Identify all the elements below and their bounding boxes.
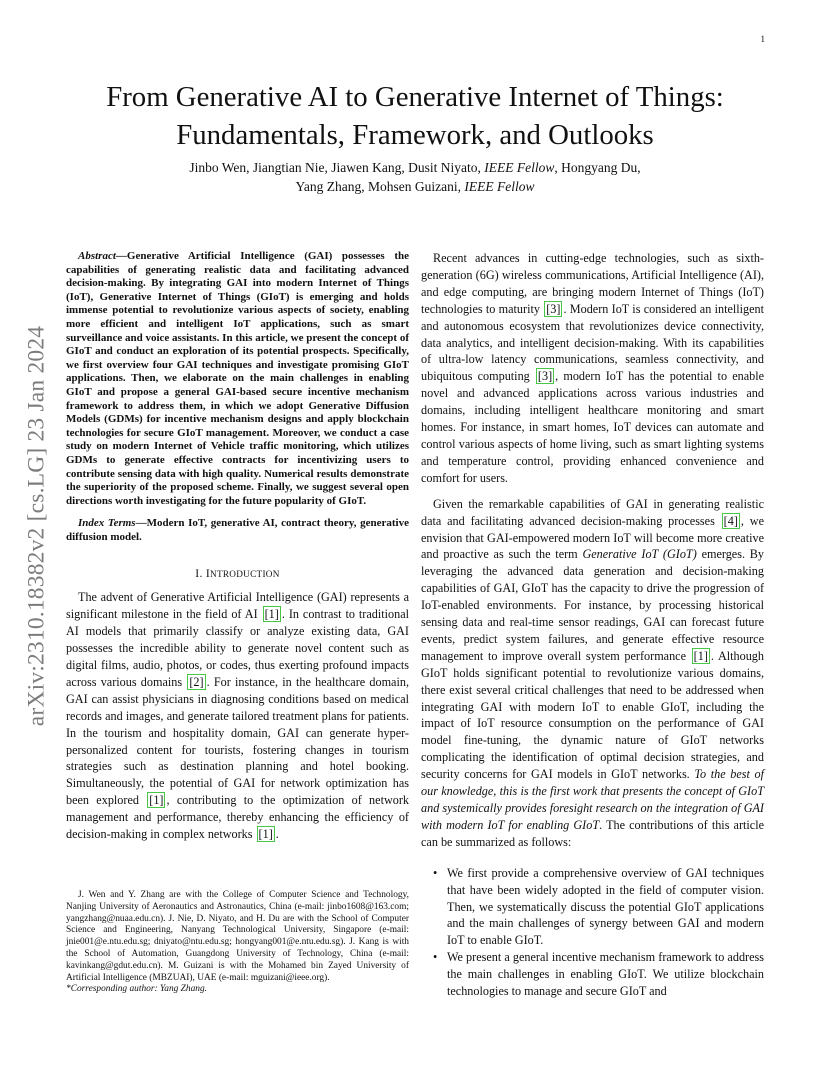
section-number: I. [195, 567, 206, 581]
abstract-text: —Generative Artificial Intelligence (GAI) possesses the capabilities of generating realistic data and facilitating advanced decision-making. By integrating GAI into modern Internet of Things (IoT), Generative Internet of Things (GIoT) is emerging and holds immense potential to revolutionize various aspects of society, enabling more efficient and intelligent IoT applications, such as smart surveillance and voice assistants. In this article, we present the concept of GIoT and conduct an exploration of its potential prospects. Specifically, we first overview four GAI techniques and investigate promising GIoT applications. Then, we elaborate on the main challenges in enabling GIoT and propose a general GAI-based secure incentive mechanism framework to address them, in which we adopt Generative Diffusion Models (GDMs) for incentive mechanism designs and apply blockchain technologies for secure GIoT management. Moreover, we conduct a case study on modern Internet of Vehicle traffic monitoring, which utilizes GDMs to generate effective contracts for incentivizing users to contribute sensing data with high quality. Numerical results demonstrate the superiority of the proposed scheme. Finally, we suggest several open directions worth investigating for the future popularity of GIoT. [66, 250, 409, 507]
text: . Although GIoT holds significant potential to revolutionize various domains, there exist several critical challenges that need to be addressed when integrating GAI with modern IoT to enable GIoT, including the impact of IoT resource consumption on the performance of GAI model fine-tuning, the dynamic nature of GIoT networks complicating the identification of optimal decision strategies, and security concerns for GAI models in GIoT networks. [421, 648, 764, 782]
text: , we envision that GAI-empowered modern IoT will become more creative and proactive as such the term [421, 513, 764, 562]
citation-link[interactable]: [4] [723, 513, 738, 528]
right-column [421, 250, 764, 1000]
author-line-1 [80, 159, 750, 178]
abstract [66, 250, 409, 508]
text: . In contrast to traditional AI models that primarily classify or analyze existing data, GAI possesses the incredible ability to generate novel content such as digital films, audio, photos, or codes, thus exerting profound impacts across various domains [66, 607, 409, 689]
authors-text: Jinbo Wen, Jiangtian Nie, Jiawen Kang, Dusit Niyato, [189, 160, 485, 175]
index-terms [66, 517, 409, 544]
fellow-label: IEEE Fellow [464, 178, 535, 194]
body-paragraph [421, 496, 764, 851]
section-title-rest: NTRODUCTION [210, 569, 280, 580]
list-item: • We present a general incentive mechanism framework to address the main challenges in enabling GIoT. We utilize blockchain technologies to manage and secure GIoT and [447, 949, 764, 1000]
authors-text: , Hongyang Du, [554, 160, 641, 175]
text: . The contributions of this article can be summarized as follows: [421, 817, 764, 849]
text: . Modern IoT is considered an intelligent and autonomous ecosystem that revolutionizes device connectivity, data analytics, and intelligent decision-making. With its capabilities of ultra-low latency communications, seamless connectivity, and ubiquitous computing [421, 301, 764, 384]
citation-link[interactable]: [1] [149, 793, 164, 808]
citation-link[interactable]: [2] [189, 674, 204, 689]
abstract-label: Abstract [78, 250, 116, 262]
footnote-text: J. Wen and Y. Zhang are with the College of Computer Science and Technology, Nanjing University of Aeronautics and Astronautics, China (e-mail: jinbo1608@163.com; yangzhang@nuaa.edu.cn). J. Nie, D. Niyato, and H. Du are with the School of Computer Science and Engineering, Nanyang Technological University, Singapore (e-mail: jnie001@e.ntu.edu.sg; dniyato@ntu.edu.sg; hongyang001@e.ntu.edu.sg). J. Kang is with the School of Automation, Guangdong University of Technology, China (e-mail: kavinkang@gdut.edu.cn). M. Guizani is with the Mohamed bin Zayed University of Artificial Intelligence (MBZUAI), UAE (e-mail: mguizani@ieee.org). [66, 890, 409, 983]
arxiv-stamp [18, 292, 56, 760]
arxiv-stamp-text: arXiv:2310.18382v2 [cs.LG] 23 Jan 2024 [23, 325, 50, 727]
contributions-list [421, 865, 764, 1000]
section-heading [66, 566, 409, 583]
authors-text: Yang Zhang, Mohsen Guizani, [295, 178, 465, 194]
page-number: 1 [760, 34, 765, 44]
intro-paragraph [66, 589, 409, 843]
citation-link[interactable]: [1] [693, 648, 708, 663]
text: . For instance, in the healthcare domain, GAI can assist physicians in diagnosing conditions based on medical records and images, and generate tailored treatment plans for patients. In the tourism and hospitality domain, GAI can generate hyper-personalized content for tourists, fostering changes in tourism strategies such as destination planning and hotel booking. Simultaneously, the potential of GAI for network optimization has been explored [66, 674, 409, 808]
list-item: • We first provide a comprehensive overview of GAI techniques that have been widely adopted in the field of computer vision. Then, we systematically discuss the potential GIoT applications and the main challenges of synergy between GAI and modern IoT to enable GIoT. [447, 865, 764, 950]
section-title-initial: I [205, 567, 211, 581]
citation-link[interactable]: [1] [258, 827, 273, 842]
author-list [80, 159, 750, 196]
affiliation-footnote [66, 890, 409, 996]
citation-link[interactable]: [3] [546, 301, 561, 316]
text: . [275, 827, 279, 842]
fellow-label: IEEE Fellow [484, 160, 555, 175]
emphasis-text: Generative IoT (GIoT) [582, 547, 697, 562]
body-paragraph [421, 250, 764, 487]
index-terms-text: —Modern IoT, generative AI, contract theory, generative diffusion model. [66, 517, 409, 543]
citation-link[interactable]: [1] [264, 607, 279, 622]
text: , modern IoT has the potential to enable novel and advanced applications across various industries and domains, including intelligent healthcare monitoring and smart homes. For instance, in smart homes, IoT devices can automate and control various aspects of home living, such as smart lighting systems and temperature control, providing enhanced convenience and comfort for users. [421, 369, 764, 485]
paper-title: From Generative AI to Generative Internet of Things: Fundamentals, Framework, and Outlooks [106, 81, 724, 151]
author-line-2 [80, 178, 750, 197]
text: , contributing to the optimization of network management and performance, thereby enhancing the efficiency of decision-making in complex networks [66, 793, 409, 842]
text: The advent of Generative Artificial Intelligence (GAI) represents a significant milestone in the field of AI [66, 590, 409, 622]
citation-link[interactable]: [3] [537, 369, 553, 384]
text: emerges. By leveraging the advanced data generation and decision-making capabilities of GAI, GIoT has the capacity to drive the progression of IoT-enabled environments. For instance, by processing historical sensing data and real-time sensor readings, GAI can forecast future events, predict system failures, and generate effective resource management to improve overall system performance [421, 547, 765, 663]
left-column [66, 250, 409, 843]
text: Recent advances in cutting-edge technologies, such as sixth-generation (6G) wireless communications, Artificial Intelligence (AI), and edge computing, are bringing modern Internet of Things (IoT) technologies to maturity [421, 251, 764, 316]
emphasis-text: To the best of our knowledge, this is the first work that presents the concept of GIoT and systemically provides foresight research on the integration of GAI with modern IoT for enabling GIoT [421, 767, 764, 832]
text: Given the remarkable capabilities of GAI in generating realistic data and facilitating advanced decision-making processes [421, 496, 764, 528]
index-terms-label: Index Terms [78, 517, 136, 530]
corresponding-author: *Corresponding author: Yang Zhang. [66, 984, 207, 995]
